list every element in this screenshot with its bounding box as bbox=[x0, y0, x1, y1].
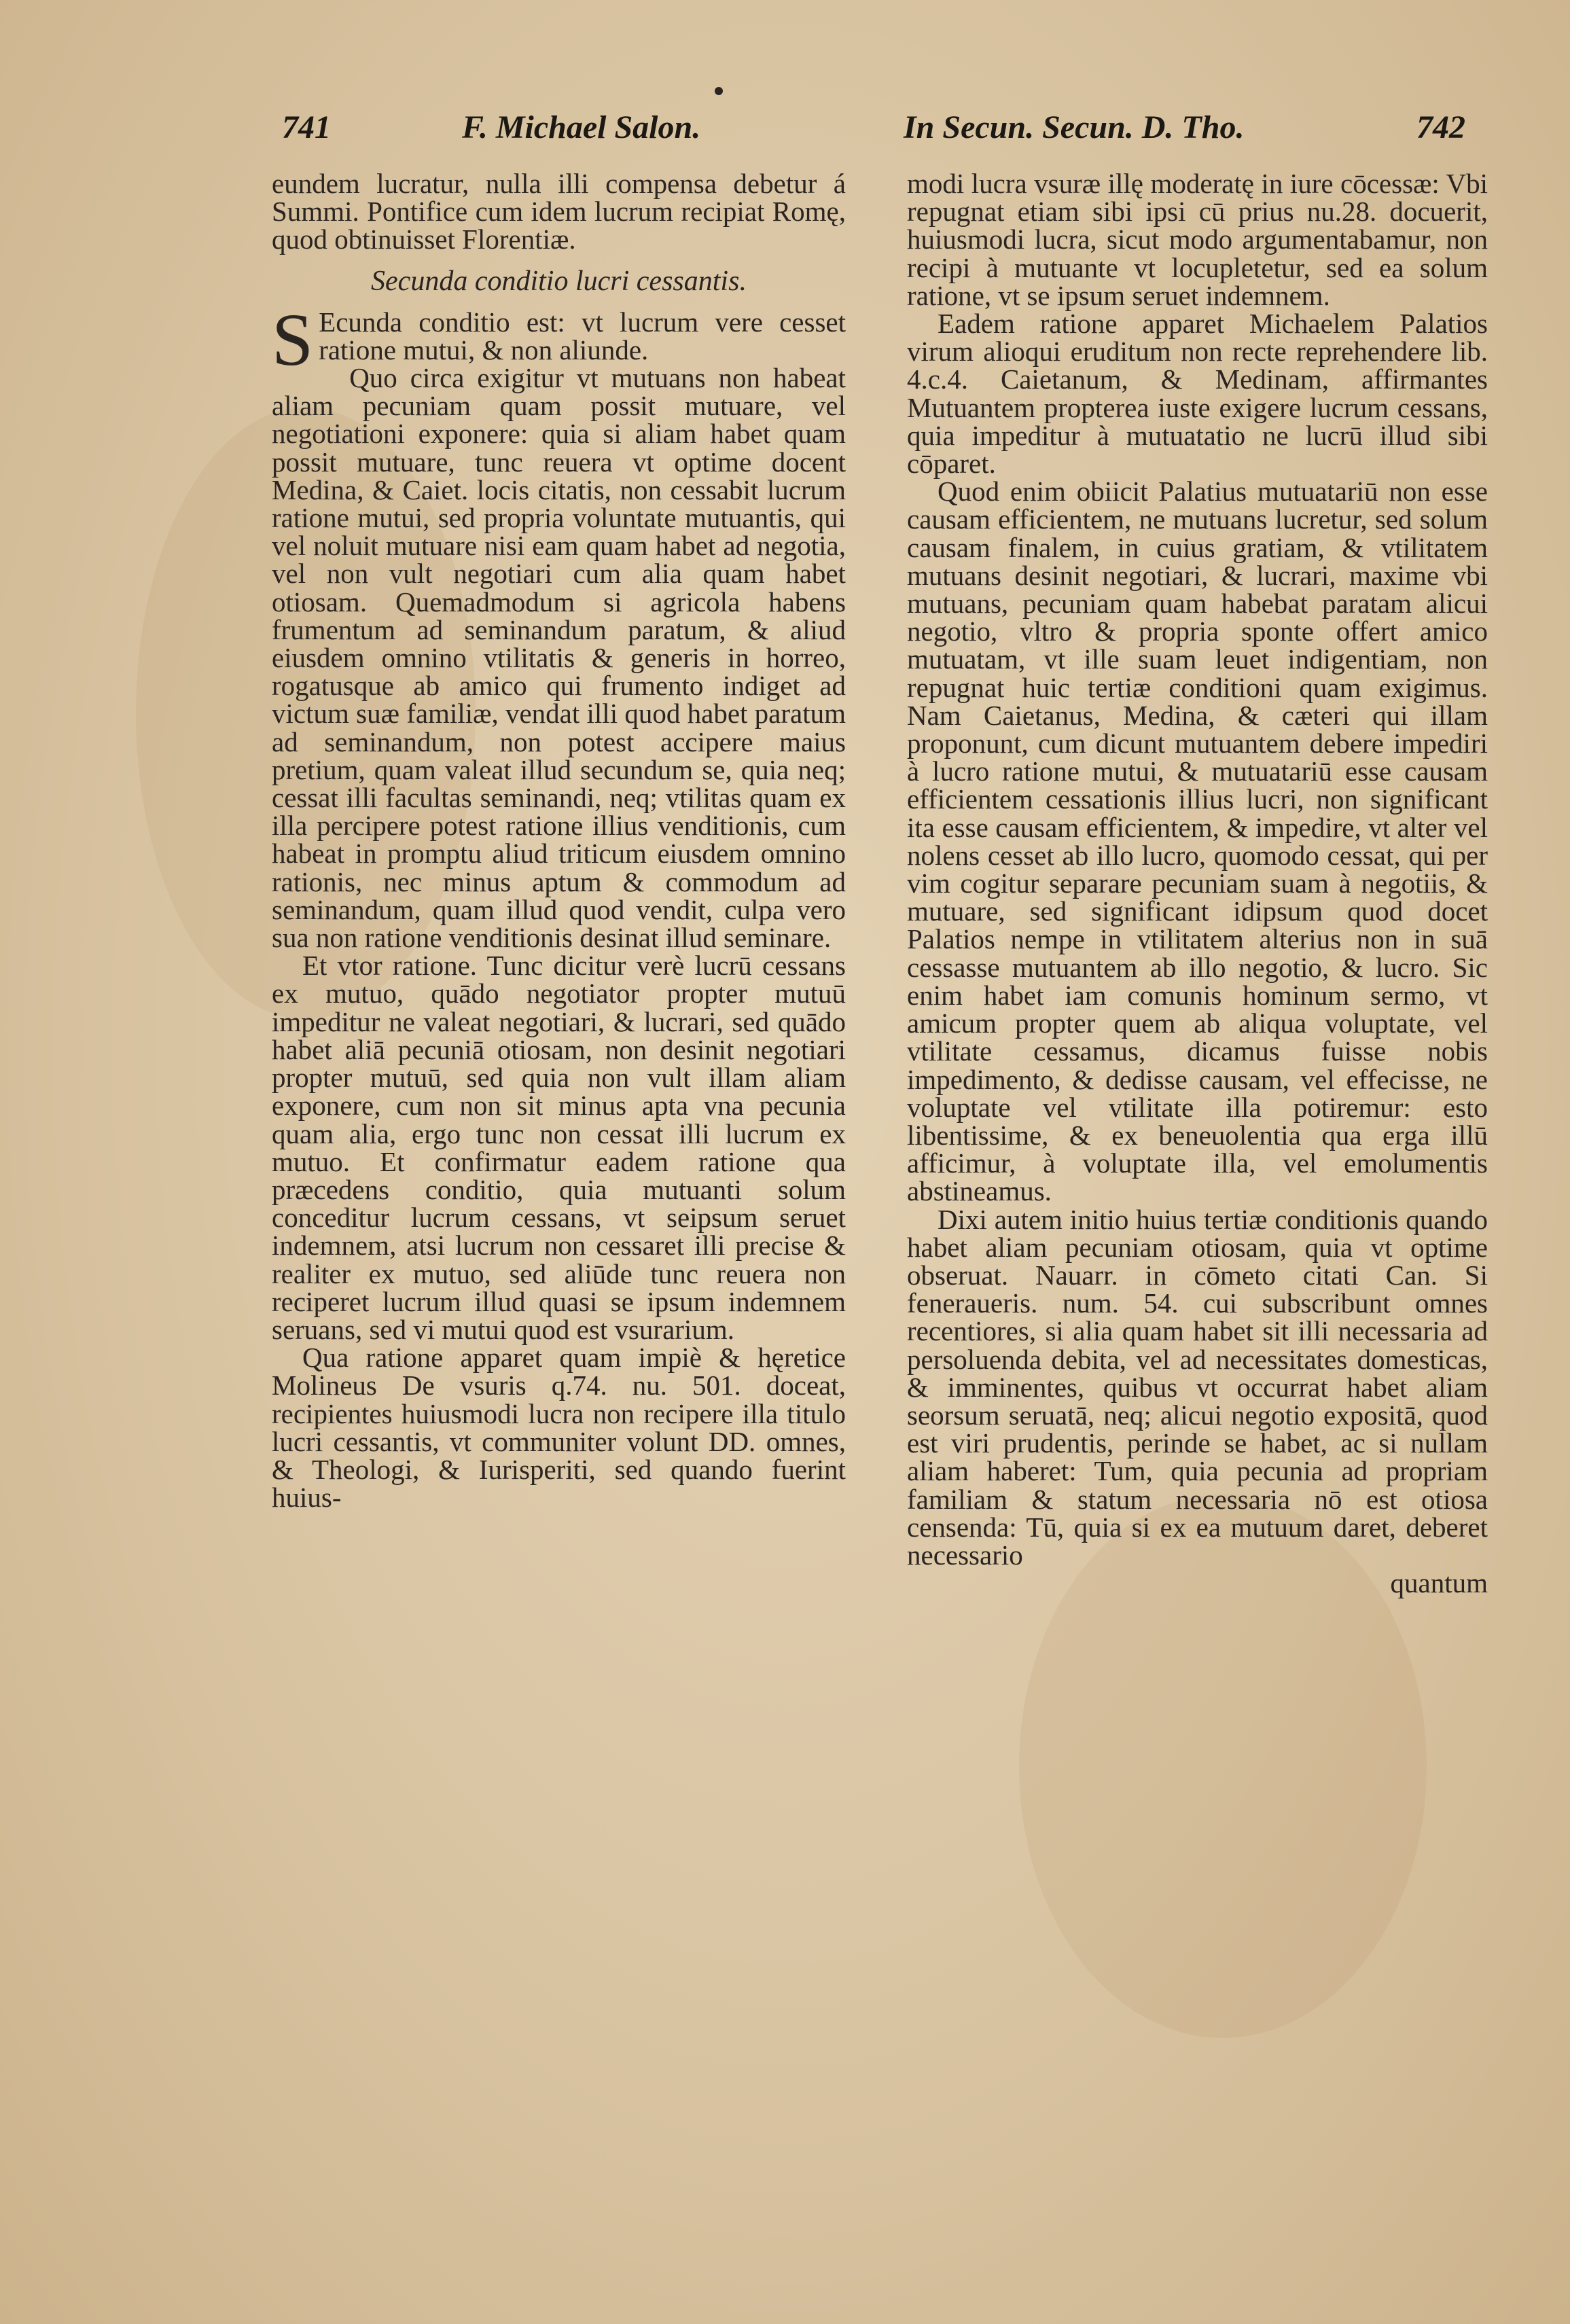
paragraph: eundem lucratur, nulla illi compensa debetur á Summi. Pontifice cum idem lucrum recipiat Romę, quod obtinuisset Florentiæ. bbox=[272, 168, 846, 255]
catchword: quantum bbox=[1390, 1567, 1488, 1599]
running-header bbox=[0, 102, 1570, 156]
paragraph: Dixi autem initio huius tertiæ conditionis quando habet aliam pecuniam otiosam, quia vt optime obseruat. Nauarr. in cōmeto citati Can. Si feneraueris. num. 54. cui subscribunt omnes recentiores, si alia quam habet sit illi necessaria ad persoluenda debita, vel ad necessitates domesticas, & imminentes, quibus vt occurrat habet aliam seorsum seruatā, neq; alicui negotio expositā, quod est viri prudentis, perinde se habet, ac si nullam aliam haberet: Tum, quia pecunia ad propriam familiam & statum necessaria nō est otiosa censenda: Tū, quia si ex ea mutuum daret, deberet necessario bbox=[907, 1203, 1488, 1571]
paragraph: Eadem ratione apparet Michaelem Palatios virum alioqui eruditum non recte reprehendere lib. 4.c.4. Caietanum, & Medinam, affirmantes Mutuantem propterea iuste exigere lucrum cessans, quia impeditur à mutuatatio ne lucrū illud sibi cōparet. bbox=[907, 308, 1488, 480]
right-column bbox=[907, 170, 1488, 1597]
paragraph: Qua ratione apparet quam impiè & hęretice Molineus De vsuris q.74. nu. 501. doceat, recipientes huiusmodi lucra non recipere illa titulo lucri cessantis, vt communiter volunt DD. omnes, & Theologi, & Iurisperiti, sed quando fuerint huius- bbox=[272, 1342, 846, 1514]
section-heading: Secunda conditio lucri cessantis. bbox=[371, 265, 747, 297]
right-page-number: 742 bbox=[1416, 109, 1465, 145]
right-running-title: In Secun. Secun. D. Tho. bbox=[904, 109, 1245, 145]
paragraph: Et vtor ratione. Tunc dicitur verè lucrū cessans ex mutuo, quādo negotiator propter mutuū impeditur ne valeat negotiari, & lucrari, sed quādo habet aliā pecuniā otiosam, non desinit negotiari propter mutuū, sed quia non vult illam aliam exponere, cum non sit minus apta vna pecunia quam alia, ergo tunc non cessat illi lucrum ex mutuo. Et confirmatur eadem ratione qua præcedens conditio, quia mutuanti solum conceditur lucrum cessans, vt seipsum seruet indemnem, atsi lucrum non cessaret illi precise & realiter ex mutuo, sed aliūde tunc reuera non reciperet lucrum illud quasi se ipsum indemnem seruans, sed vi mutui quod est vsurarium. bbox=[272, 950, 846, 1345]
left-running-title: F. Michael Salon. bbox=[462, 109, 701, 145]
paragraph-text: Ecunda conditio est: vt lucrum vere cesset ratione mutui, & non aliunde. bbox=[319, 306, 846, 365]
paragraph bbox=[272, 298, 846, 381]
paragraph: modi lucra vsuræ illę moderatę in iure cōcessæ: Vbi repugnat etiam sibi ipsi cū prius nu.28. docuerit, huiusmodi lucra, sicut modo argumentabamur, non recipi à mutuante vt locupletetur, sed ea solum ratione, vt se ipsum seruet indemnem. bbox=[907, 168, 1488, 311]
left-page-number: 741 bbox=[282, 109, 331, 145]
paragraph: Quo circa exigitur vt mutuans non habeat aliam pecuniam quam possit mutuare, vel negotiationi exponere: quia si aliam habet quam possit mutuare, tunc reuera vt optime docent Medina, & Caiet. locis citatis, non cessabit lucrum ratione mutui, sed propria voluntate mutuantis, qui vel noluit mutuare nisi eam quam habet ad negotia, vel non vult negotiari cum alia quam habet otiosam. Quemadmodum si agricola habens frumentum ad seminandum paratum, & aliud eiusdem omnino vtilitatis & generis in horreo, rogatusque ab amico qui frumento indiget ad victum suæ familiæ, vendat illi quod habet paratum ad seminandum, non potest accipere maius pretium, quam valeat illud secundum se, quia neq; cessat illi facultas seminandi, neq; vtilitas quam ex illa percipere potest ratione illius venditionis, cum habeat in promptu aliud triticum eiusdem omnino rationis, nec minus aptum & commodum ad seminandum, quam illud quod vendit, culpa vero sua non ratione venditionis desinat illud seminare. bbox=[272, 362, 846, 954]
drop-cap: S bbox=[272, 298, 314, 381]
paragraph: Quod enim obiicit Palatius mutuatariū non esse causam efficientem, ne mutuans lucretur, sed solum causam finalem, in cuius gratiam, & vtilitatem mutuans desinit negotiari, & lucrari, maxime vbi mutuans, pecuniam quam habebat paratam alicui negotio, vltro & propria sponte offert amico mutuatam, vt ille suam leuet indigentiam, non repugnat huic tertiæ conditioni quam exigimus. Nam Caietanus, Medina, & cæteri qui illam proponunt, cum dicunt mutuantem debere impediri à lucro ratione mutui, & mutuatariū esse causam efficientem cessationis illius lucri, non significant ita esse causam efficientem, & impedire, vt alter vel nolens cesset ab illo lucro, quomodo cessat, qui per vim cogitur separare pecuniam suam à negotiis, & mutuare, sed significant idipsum quod docet Palatios nempe in vtilitatem alterius non in suā cessasse mutuantem ab illo negotio, & lucro. Sic enim habet iam comunis hominum sermo, vt amicum propter quem ab aliqua voluptate, vel vtilitate cessamus, dicamus fuisse nobis impedimento, & dedisse causam, vel effecisse, ne voluptate vel vtilitate illa potiremur: esto libentissime, & ex beneuolentia qua erga illū afficimur, à voluptate illa, vel emolumentis abstineamus. bbox=[907, 476, 1488, 1207]
ink-spot bbox=[715, 87, 723, 95]
left-column bbox=[272, 170, 846, 1512]
